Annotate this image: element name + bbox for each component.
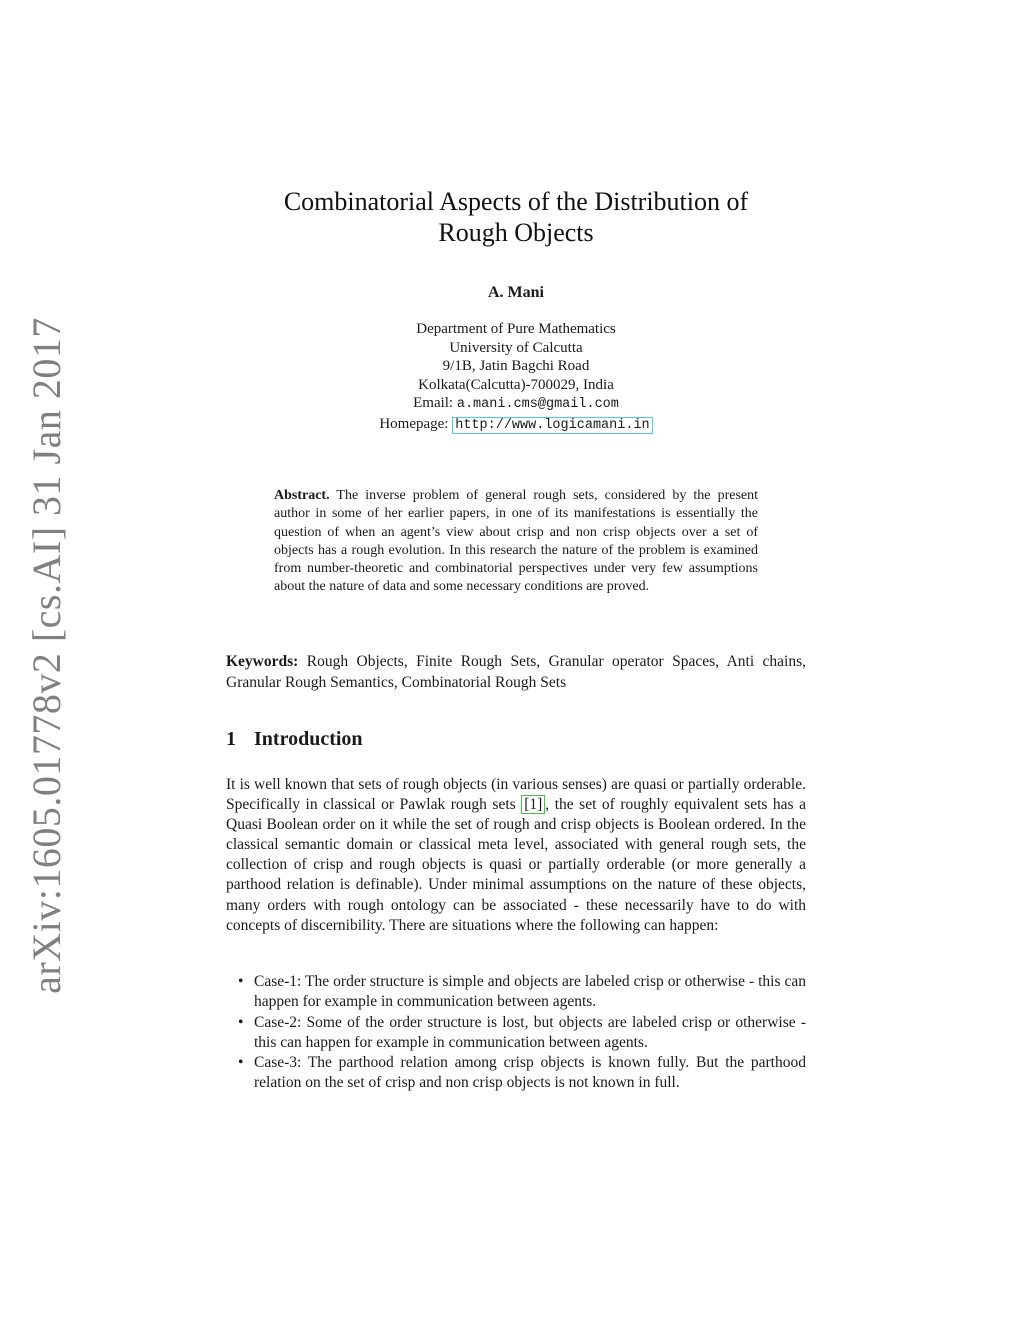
paper-title (226, 186, 806, 248)
section-title: Introduction (254, 728, 363, 750)
abstract-label: Abstract. (274, 488, 330, 503)
bullet-icon: • (238, 973, 244, 990)
homepage-label: Homepage: (379, 415, 453, 432)
list-item (226, 1013, 806, 1054)
intro-text-part-2: , the set of roughly equivalent sets has a Quasi Boolean order on it while the set of rough and crisp objects is Boolean ordered. In the classical semantic domain or classical meta level, associated with general rough sets, the collection of crisp and rough objects is quasi or partially orderable (or more generally a parthood relation is definable). Under minimal assumptions on the nature of these objects, many orders with rough ontology can be associated - these necessarily have to do with concepts of discernibility. There are situations where the following can happen: (226, 796, 806, 934)
section-heading (226, 728, 363, 751)
affiliation-dept: Department of Pure Mathematics (416, 321, 616, 337)
case-text: Case-1: The order structure is simple and objects are labeled crisp or otherwise - this can happen for example in communication between agents. (254, 973, 806, 1011)
list-item (226, 1053, 806, 1094)
section-number: 1 (226, 728, 236, 750)
case-text: Case-3: The parthood relation among crisp objects is known fully. But the parthood relation on the set of crisp and non crisp objects is not known in full. (254, 1054, 806, 1092)
homepage-line (226, 415, 806, 436)
homepage-link[interactable]: http://www.logicamani.in (452, 417, 652, 434)
keywords-text: Rough Objects, Finite Rough Sets, Granular operator Spaces, Anti chains, Granular Rough Semantics, Combinatorial Rough Sets (226, 653, 807, 691)
abstract-block (274, 487, 758, 597)
keywords-label: Keywords: (226, 653, 299, 670)
bullet-icon: • (238, 1054, 244, 1072)
author-name: A. Mani (488, 284, 544, 301)
citation-link[interactable]: [1] (521, 795, 545, 814)
keywords-block (226, 652, 806, 693)
title-line-1: Combinatorial Aspects of the Distribution of (283, 187, 749, 216)
list-item (226, 972, 806, 1013)
cases-list (226, 972, 806, 1094)
intro-paragraph (226, 775, 806, 936)
intro-text-part-1: It is well known that sets of rough objects (in various senses) are quasi or partially orderable. Specifically in classical or Pawlak rough sets (226, 776, 806, 814)
affiliation-university: University of Calcutta (449, 339, 583, 356)
arxiv-stamp (23, 316, 69, 994)
email-line (226, 394, 806, 415)
case-text: Case-2: Some of the order structure is lost, but objects are labeled crisp or otherwise - this can happen for example in communication between agents. (254, 1013, 806, 1051)
email-link[interactable]: a.mani.cms@gmail.com (456, 397, 619, 412)
abstract-text: The inverse problem of general rough sets, considered by the present author in some of her earlier papers, in one of its manifestations is essentially the question of when an agent’s view about crisp and non crisp objects over a set of objects has a rough evolution. In this research the nature of the problem is examined from number-theoretic and combinatorial perspectives under very few assumptions about the nature of data and some necessary conditions are proved. (274, 488, 759, 595)
bullet-icon: • (238, 1013, 244, 1031)
affiliation-street: 9/1B, Jatin Bagchi Road (442, 358, 590, 374)
affiliation-city: Kolkata(Calcutta)-700029, India (418, 376, 614, 393)
title-line-2: Rough Objects (438, 218, 594, 247)
arxiv-stamp-text: arXiv:1605.01778v2 [cs.AI] 31 Jan 2017 (23, 316, 69, 994)
affiliation-block (226, 320, 806, 435)
email-label: Email: (413, 395, 457, 411)
